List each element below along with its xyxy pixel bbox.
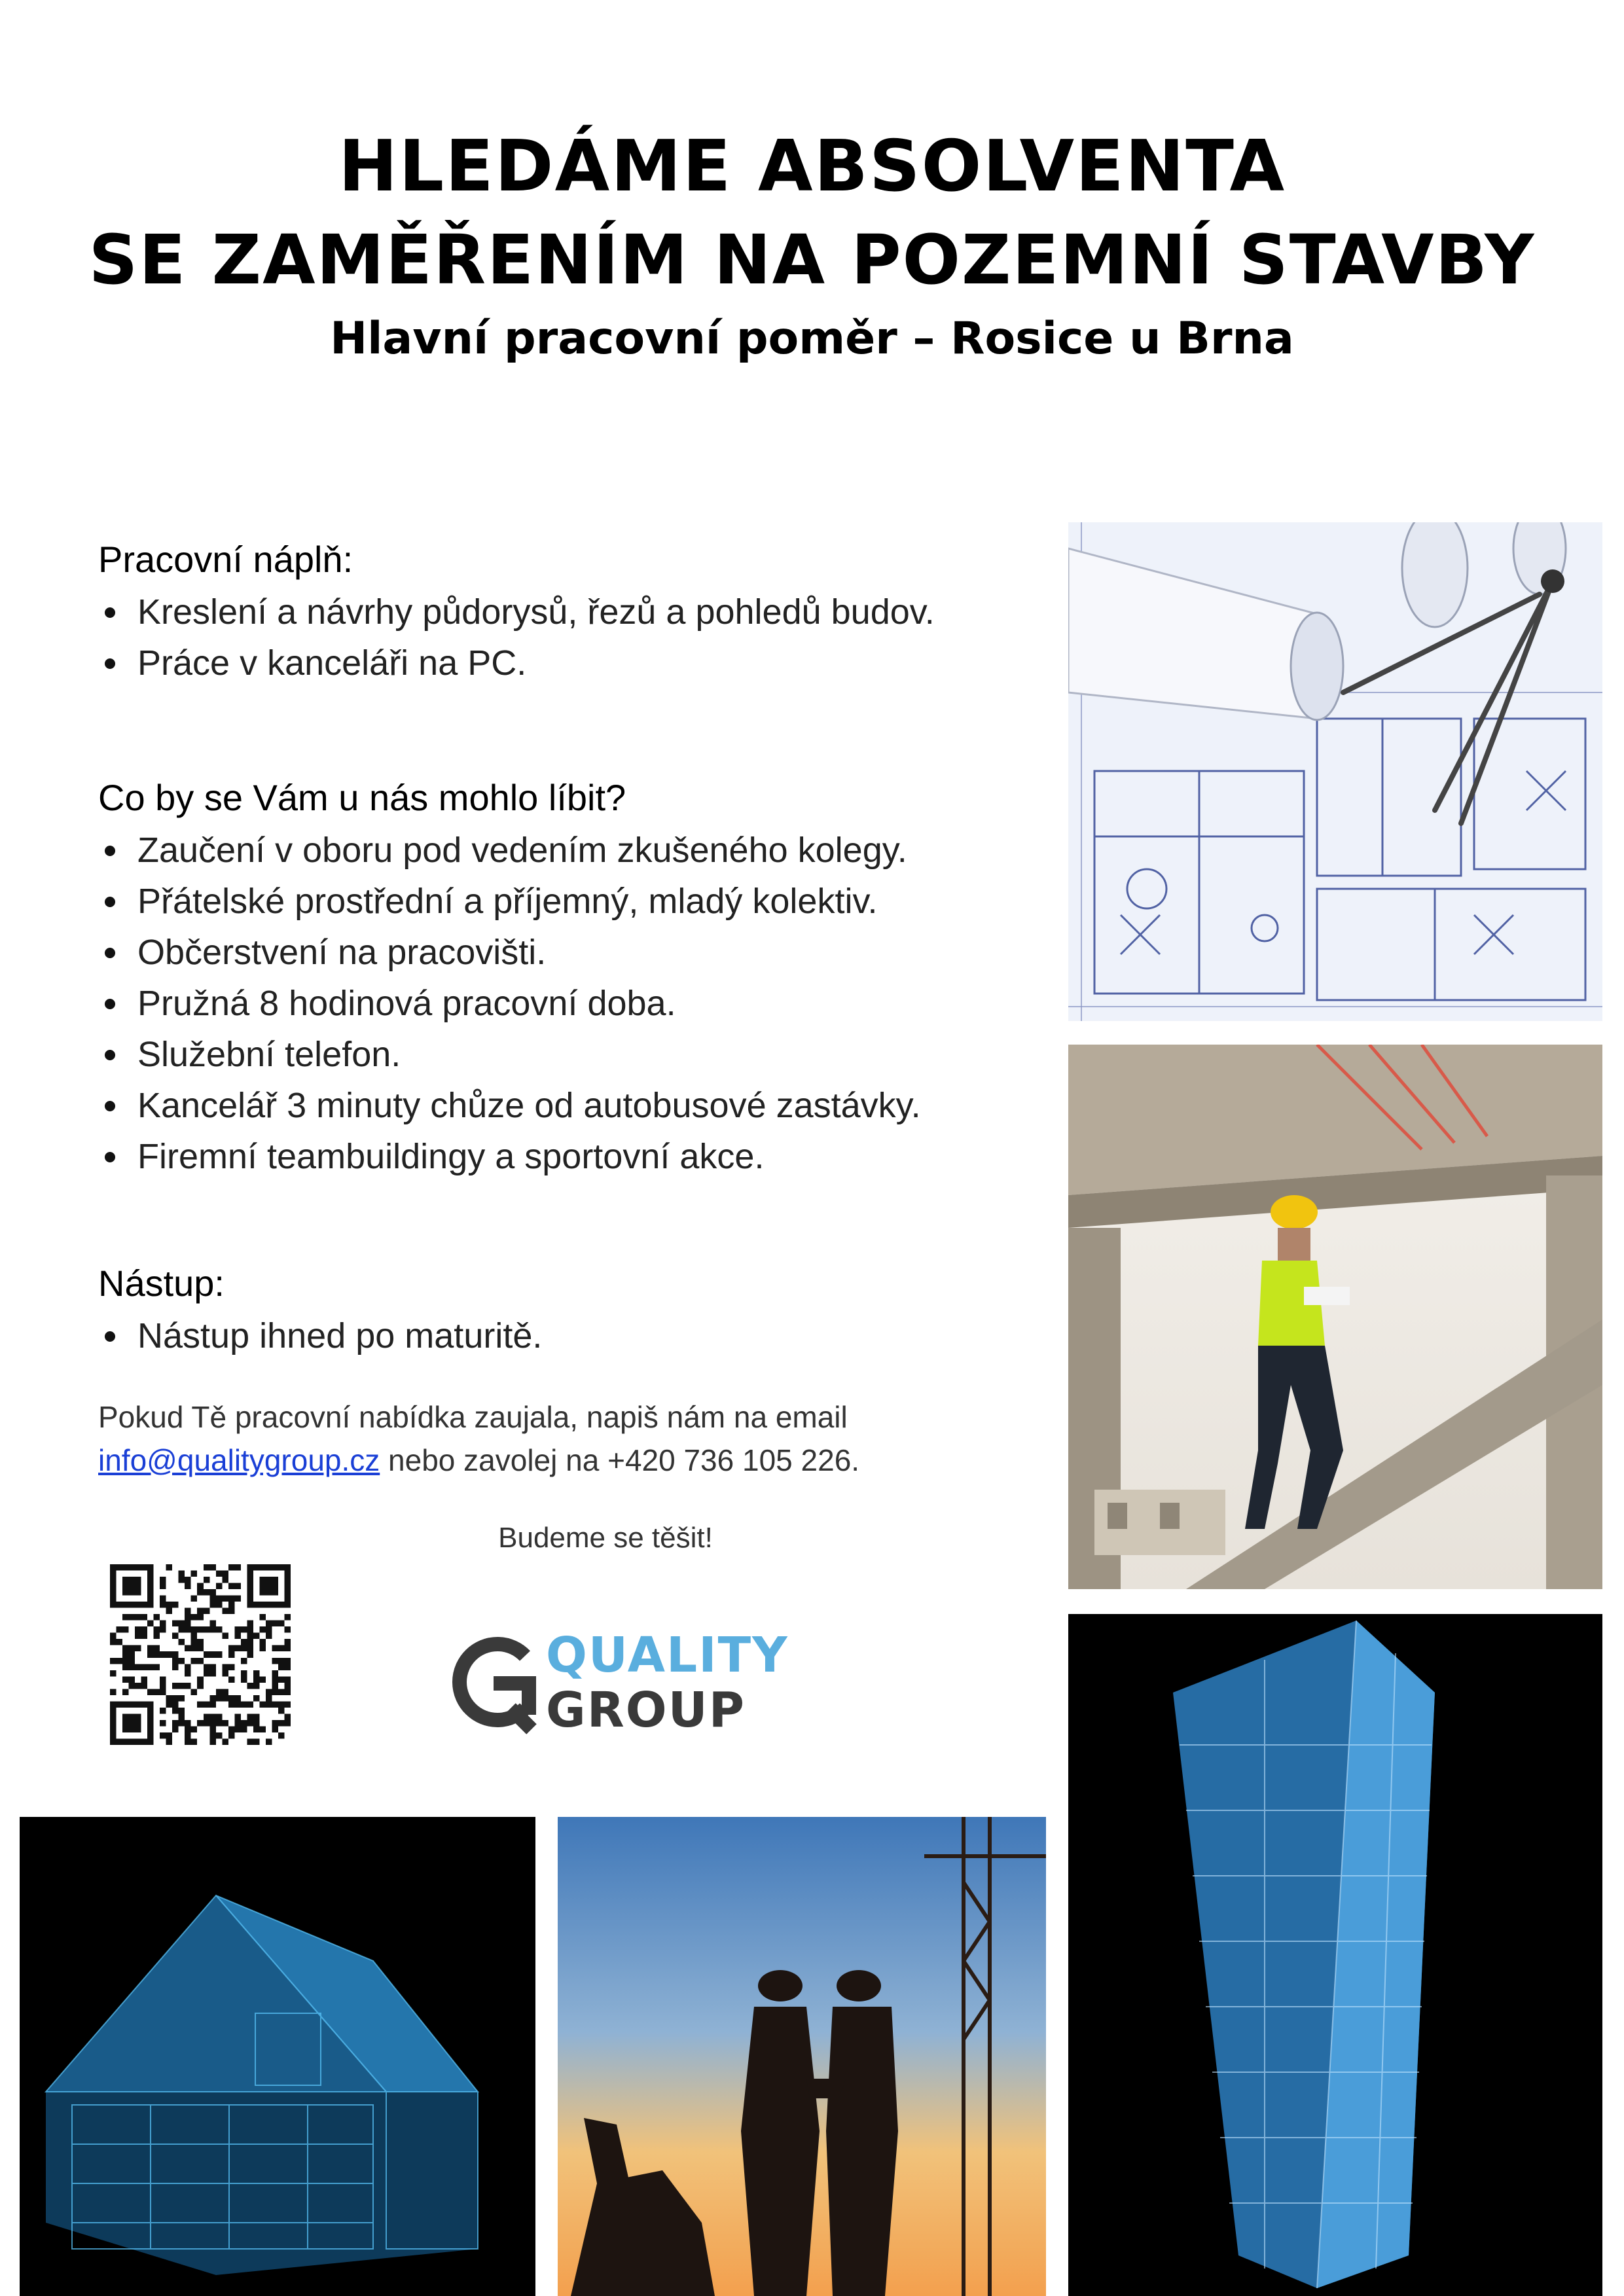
- job-content-list: [98, 586, 935, 689]
- benefits-list: [98, 825, 921, 1182]
- benefits-heading: Co by se Vám u nás mohlo líbit?: [98, 777, 626, 818]
- contact-line-2: [98, 1439, 859, 1482]
- list-item: Kreslení a návrhy půdorysů, řezů a pohledů budov.: [98, 586, 935, 637]
- bullet-icon: [105, 1050, 115, 1060]
- bullet-icon: [105, 846, 115, 856]
- bullet-icon: [105, 1101, 115, 1111]
- list-item: Práce v kanceláři na PC.: [98, 637, 935, 689]
- logo-text-quality: QUALITY: [546, 1627, 789, 1683]
- bullet-icon: [105, 999, 115, 1009]
- bullet-icon: [105, 897, 115, 907]
- contact-line-1: Pokud Tě pracovní nabídka zaujala, napiš nám na email: [98, 1400, 848, 1434]
- start-heading: Nástup:: [98, 1263, 225, 1304]
- logo-text-group: GROUP: [546, 1682, 746, 1738]
- bullet-icon: [105, 1152, 115, 1162]
- list-item: Kancelář 3 minuty chůze od autobusové zastávky.: [98, 1080, 921, 1131]
- logo-g-icon: [448, 1630, 539, 1734]
- list-item: Služební telefon.: [98, 1029, 921, 1080]
- qr-code-graphic: [110, 1564, 291, 1745]
- wireframe-skyscraper-photo: [1068, 1614, 1602, 2296]
- blueprint-photo: [1068, 522, 1602, 1021]
- construction-worker-photo: [1068, 1045, 1602, 1589]
- phone-text: nebo zavolej na +420 736 105 226.: [388, 1443, 860, 1477]
- handshake-crane-photo: [558, 1817, 1046, 2296]
- list-item: Pružná 8 hodinová pracovní doba.: [98, 978, 921, 1029]
- bullet-icon: [105, 658, 115, 669]
- bullet-icon: [105, 948, 115, 958]
- list-item: Firemní teambuildingy a sportovní akce.: [98, 1131, 921, 1182]
- job-content-heading: Pracovní náplň:: [98, 539, 353, 580]
- bullet-icon: [105, 1331, 115, 1342]
- closing-text: Budeme se těšit!: [498, 1522, 713, 1554]
- list-item: Přátelské prostřední a příjemný, mladý kolektiv.: [98, 876, 921, 927]
- list-item: Občerstvení na pracovišti.: [98, 927, 921, 978]
- title-line-1: HLEDÁME ABSOLVENTA: [338, 126, 1286, 207]
- subtitle: Hlavní pracovní poměr – Rosice u Brna: [330, 313, 1294, 365]
- email-link[interactable]: info@qualitygroup.cz: [98, 1443, 380, 1477]
- list-item: Zaučení v oboru pod vedením zkušeného kolegy.: [98, 825, 921, 876]
- company-logo: [448, 1623, 789, 1741]
- list-item: Nástup ihned po maturitě.: [98, 1310, 542, 1361]
- start-list: [98, 1310, 542, 1361]
- qr-code[interactable]: [110, 1564, 291, 1745]
- title-line-2: SE ZAMĚŘENÍM NA POZEMNÍ STAVBY: [88, 220, 1536, 300]
- bullet-icon: [105, 607, 115, 618]
- wireframe-house-photo: [20, 1817, 535, 2296]
- contact-text: [98, 1395, 859, 1482]
